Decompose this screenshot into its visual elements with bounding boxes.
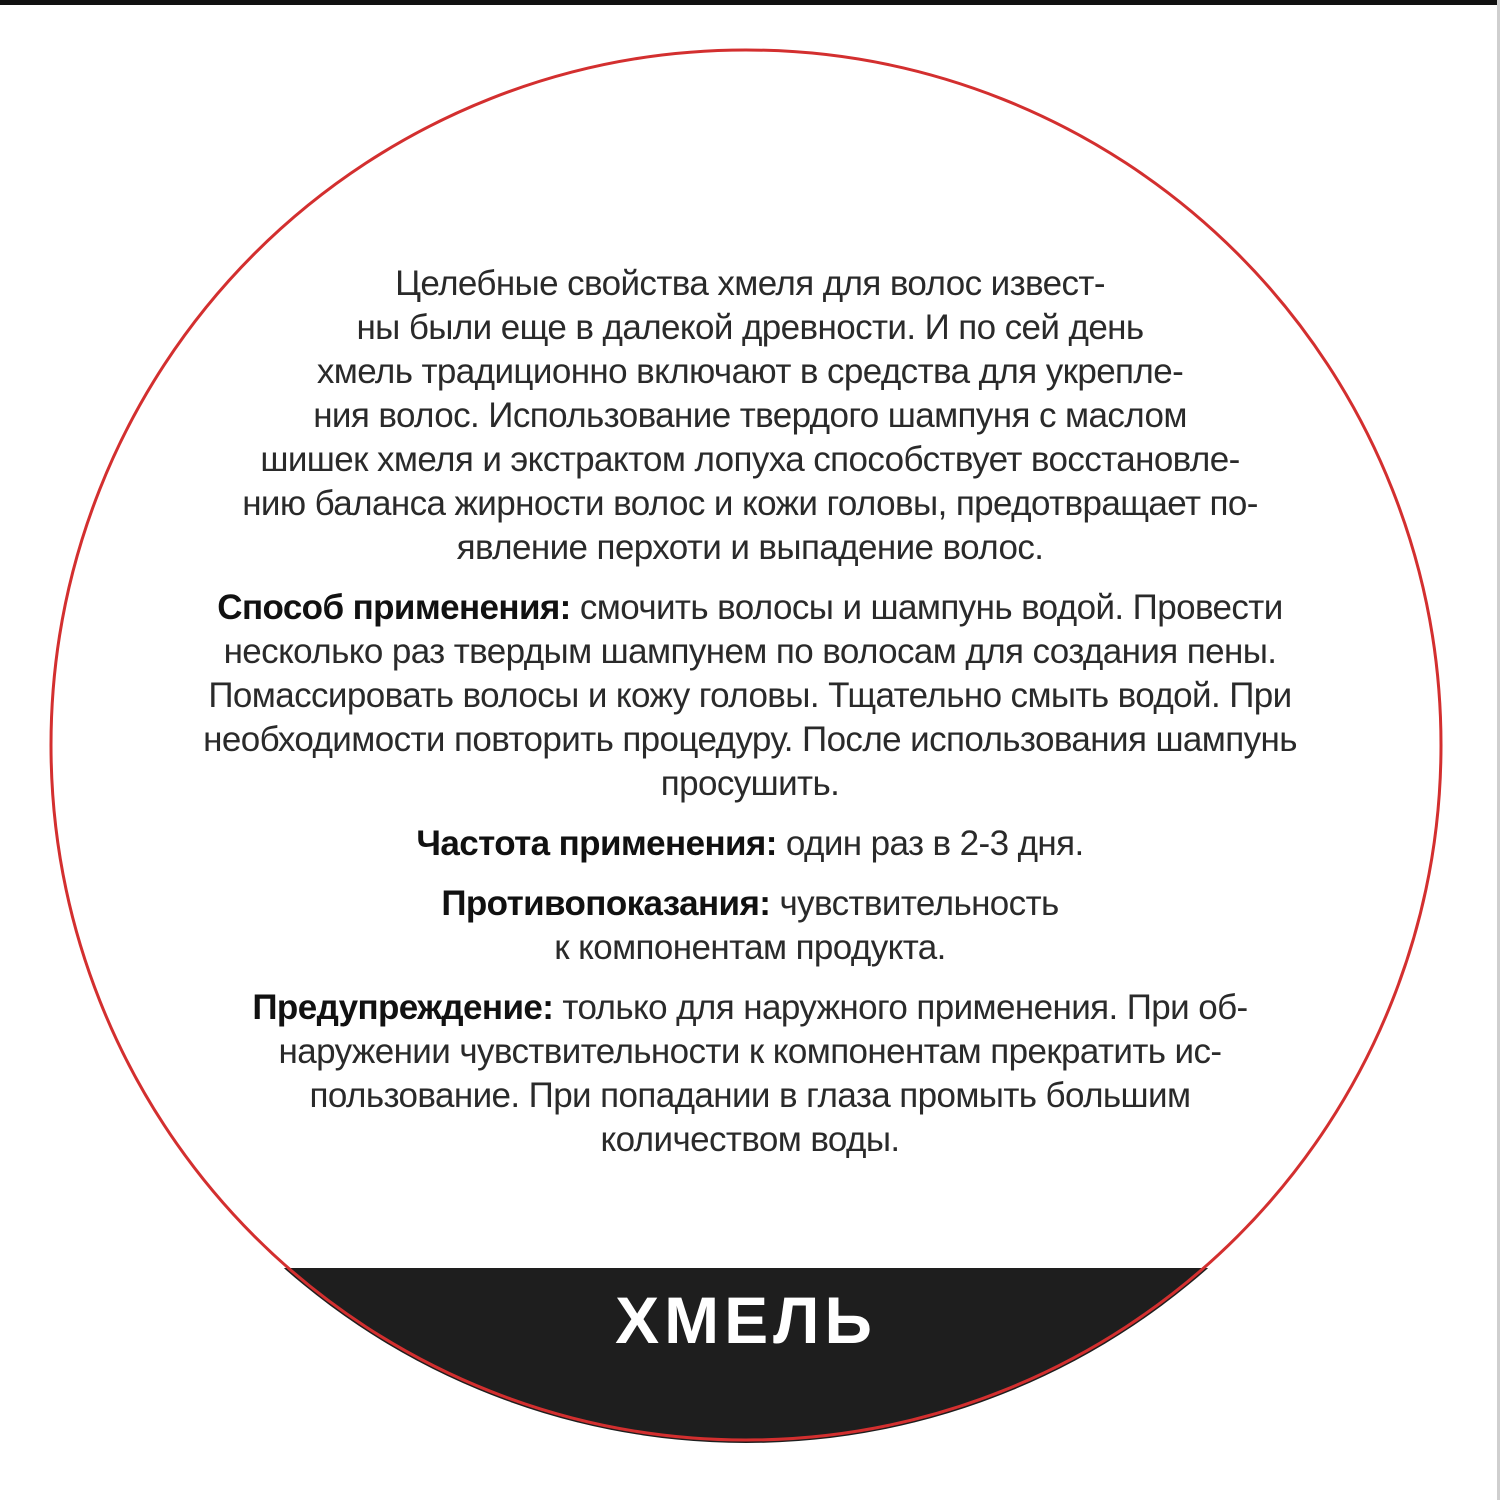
usage-line xyxy=(130,586,1370,630)
frequency-paragraph xyxy=(130,822,1370,866)
usage-line: просушить. xyxy=(660,764,840,803)
warning-line: пользование. При попадании в глаза промыть большим xyxy=(309,1076,1191,1115)
intro-paragraph xyxy=(130,262,1370,570)
contraindications-line: к компонентам продукта. xyxy=(554,928,946,967)
contraindications-text: чувствительность xyxy=(770,884,1059,923)
usage-line: Помассировать волосы и кожу головы. Тщательно смыть водой. При xyxy=(208,676,1292,715)
intro-line: явление перхоти и выпадение волос. xyxy=(456,528,1044,567)
contraindications-heading: Противопоказания: xyxy=(441,884,771,923)
label-text-block xyxy=(130,262,1370,1178)
frequency-line xyxy=(130,822,1370,866)
usage-heading: Способ применения: xyxy=(217,588,571,627)
warning-line xyxy=(130,986,1370,1030)
frequency-text: один раз в 2-3 дня. xyxy=(776,824,1084,863)
usage-line: несколько раз твердым шампунем по волосам для создания пены. xyxy=(223,632,1277,671)
intro-line: ния волос. Использование твердого шампуня с маслом xyxy=(313,396,1187,435)
contraindications-line xyxy=(130,882,1370,926)
warning-paragraph xyxy=(130,986,1370,1162)
product-title: ХМЕЛЬ xyxy=(615,1283,877,1357)
intro-line: ны были еще в далекой древности. И по сей день xyxy=(356,308,1144,347)
warning-line: количеством воды. xyxy=(600,1120,900,1159)
intro-line: шишек хмеля и экстрактом лопуха способствует восстановле- xyxy=(260,440,1240,479)
intro-line: хмель традиционно включают в средства для укрепле- xyxy=(316,352,1184,391)
contraindications-paragraph xyxy=(130,882,1370,970)
usage-text: смочить волосы и шампунь водой. Провести xyxy=(570,588,1283,627)
intro-line: Целебные свойства хмеля для волос извест- xyxy=(395,264,1105,303)
warning-text: только для наружного применения. При об- xyxy=(553,988,1248,1027)
warning-line: наружении чувствительности к компонентам прекратить ис- xyxy=(278,1032,1222,1071)
usage-paragraph xyxy=(130,586,1370,806)
usage-line: необходимости повторить процедуру. После использования шампунь xyxy=(203,720,1297,759)
frequency-heading: Частота применения: xyxy=(416,824,777,863)
intro-line: нию баланса жирности волос и кожи головы, предотвращает по- xyxy=(242,484,1258,523)
warning-heading: Предупреждение: xyxy=(252,988,554,1027)
